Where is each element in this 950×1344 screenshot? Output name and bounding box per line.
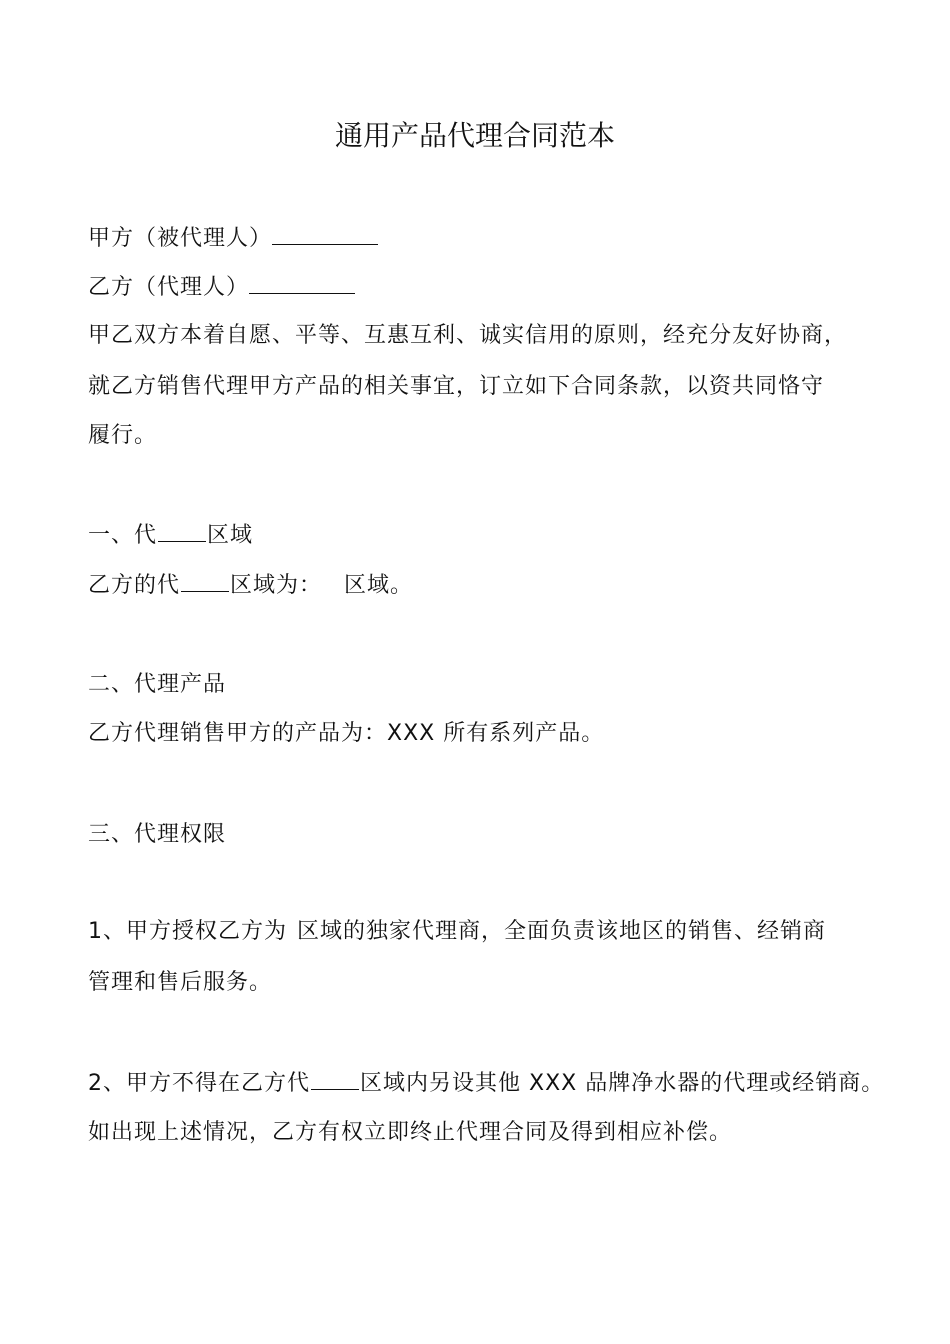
- preamble-line-3: 履行。: [88, 423, 158, 448]
- section1-body-prefix: 乙方的代: [88, 573, 181, 598]
- section1-body-suffix: 区域。: [344, 573, 414, 598]
- section3-item2-line2: 如出现上述情况，乙方有权立即终止代理合同及得到相应补偿。: [88, 1120, 733, 1145]
- section3-item2-line1: [88, 1067, 888, 1099]
- section1-heading-blank[interactable]: [158, 519, 206, 542]
- document-title: 通用产品代理合同范本: [334, 119, 615, 152]
- section1-body: [88, 569, 888, 601]
- section2-heading: 二、代理产品: [88, 672, 227, 697]
- section3-item2-blank[interactable]: [311, 1067, 359, 1090]
- party-a-label: 甲方（被代理人）: [88, 226, 273, 251]
- party-a-blank[interactable]: [272, 222, 378, 245]
- section3-item1-suffix: 区域的独家代理商，全面负责该地区的销售、经销商: [297, 919, 827, 944]
- section3-item2-suffix: 区域内另设其他 XXX 品牌净水器的代理或经销商。: [360, 1071, 885, 1096]
- section3-heading: 三、代理权限: [88, 822, 227, 847]
- party-b-label: 乙方（代理人）: [88, 275, 250, 300]
- party-a-line: [88, 222, 888, 254]
- party-b-line: [88, 271, 888, 303]
- section1-heading-prefix: 一、代: [88, 523, 158, 548]
- section3-item1-line1: [88, 917, 888, 947]
- section3-item2-prefix: 2、甲方不得在乙方代: [88, 1071, 310, 1096]
- section2-body: 乙方代理销售甲方的产品为：XXX 所有系列产品。: [88, 721, 605, 746]
- section3-item1-line2: 管理和售后服务。: [88, 970, 273, 995]
- section1-heading-suffix: 区域: [207, 523, 254, 548]
- section1-body-middle: 区域为：: [230, 573, 323, 598]
- section1-heading: [88, 519, 888, 551]
- party-b-blank[interactable]: [249, 271, 355, 294]
- preamble-line-1: 甲乙双方本着自愿、平等、互惠互利、诚实信用的原则，经充分友好协商，: [88, 323, 848, 348]
- preamble-line-2: 就乙方销售代理甲方产品的相关事宜，订立如下合同条款，以资共同恪守: [88, 374, 825, 399]
- section3-item1-prefix: 1、甲方授权乙方为: [88, 919, 287, 944]
- section1-body-blank[interactable]: [181, 569, 229, 592]
